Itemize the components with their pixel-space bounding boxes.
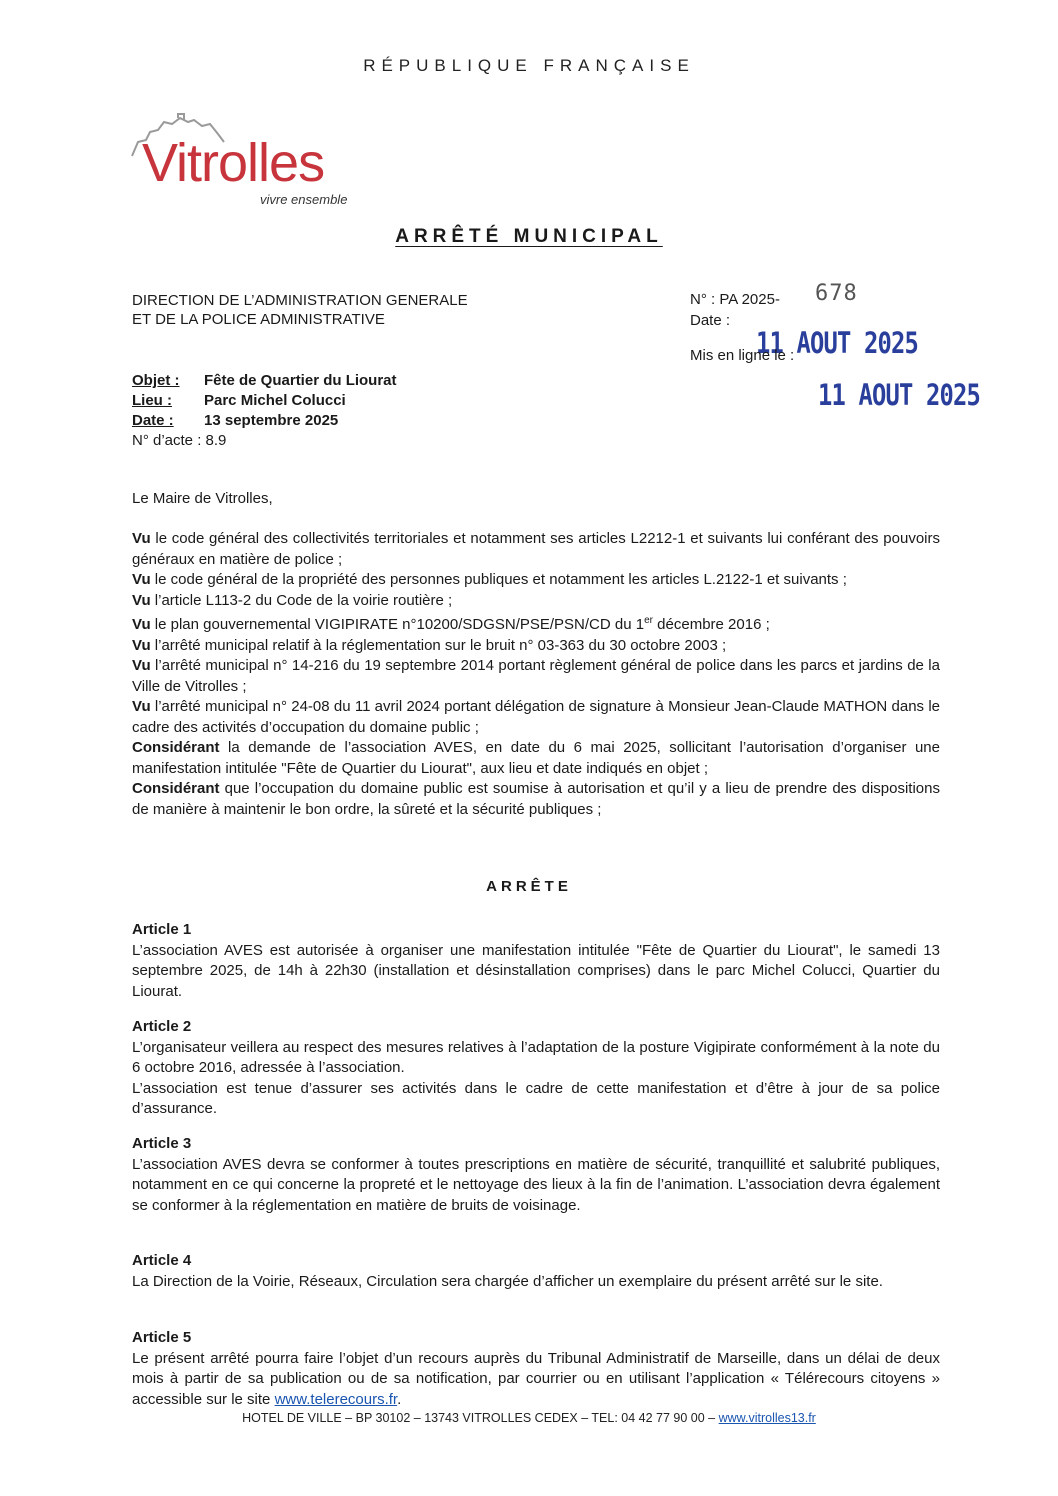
objet-block (132, 371, 397, 451)
vu-text: l’arrêté municipal n° 14-216 du 19 septembre 2014 portant règlement général de police dans les parcs et jardins de la Ville de Vitrolles ; (132, 657, 940, 695)
footer-address: HOTEL DE VILLE – BP 30102 – 13743 VITROLLES CEDEX – TEL: 04 42 77 90 00 – (242, 1411, 719, 1425)
article-text: L’organisateur veillera au respect des mesures relatives à l’adaptation de la posture Vigipirate conformément à la note du 6 octobre 2016, adressée à l’association. (132, 1038, 940, 1076)
mis-en-ligne-label: Mis en ligne le : (690, 347, 795, 364)
vu-key: Vu (132, 616, 151, 633)
date-stamp: 11 AOUT 2025 (756, 326, 918, 360)
article-text: L’association AVES est autorisée à organiser une manifestation intitulée "Fête de Quartier du Liourat", le samedi 13 septembre 2025, de 14h à 22h30 (installation et désinstallation comprises) dans le parc Michel Colucci, Quartier du Liourat. (132, 941, 940, 1000)
article-heading: Article 5 (132, 1329, 192, 1346)
objet-value: Fête de Quartier du Liourat (204, 372, 397, 389)
considerant-text: que l’occupation du domaine public est soumise à autorisation et qu’il y a lieu de prendre des dispositions de manière à maintenir le bon ordre, la sûreté et la sécurité publiques ; (132, 780, 940, 818)
date-value: 13 septembre 2025 (204, 412, 339, 429)
vu-key: Vu (132, 591, 151, 609)
article-2 (132, 1017, 940, 1120)
vu-text: le code général de la propriété des personnes publiques et notamment les articles L.2122-1 et suivants ; (150, 571, 847, 588)
article-4 (132, 1251, 940, 1292)
footer (0, 1411, 1058, 1425)
vu-key: Vu (132, 571, 151, 588)
vu-text: le code général des collectivités territoriales et notamment ses articles L2212-1 et suivants lui conférant des pouvoirs généraux en matière de police ; (132, 530, 940, 568)
vu-text: l’article L113-2 du Code de la voirie routière ; (150, 591, 453, 609)
vu-text: l’arrêté municipal n° 24-08 du 11 avril 2024 portant délégation de signature à Monsieur Jean-Claude MATHON dans le cadre des activités d’occupation du domaine public ; (132, 698, 940, 736)
lieu-key: Lieu : (132, 392, 172, 409)
numero-label: N° : PA 2025- (690, 291, 780, 308)
article-1 (132, 920, 940, 1002)
vu-text: l’arrêté municipal relatif à la réglementation sur le bruit n° 03-363 du 30 octobre 2003 ; (150, 636, 727, 654)
superscript: er (644, 615, 653, 626)
article-heading: Article 1 (132, 921, 192, 938)
logo-tagline: vivre ensemble (260, 192, 348, 207)
vu-key: Vu (132, 657, 151, 674)
maire-line: Le Maire de Vitrolles, (132, 490, 273, 507)
date-key: Date : (132, 412, 174, 429)
footer-website-link[interactable]: www.vitrolles13.fr (718, 1411, 816, 1425)
considerant-key: Considérant (132, 739, 220, 756)
considerant-text: la demande de l’association AVES, en date du 6 mai 2025, sollicitant l’autorisation d’organiser une manifestation intitulée "Fête de Quartier du Liourat", aux lieu et date indiqués en objet ; (132, 739, 940, 777)
vu-key: Vu (132, 530, 151, 547)
vu-key: Vu (132, 698, 151, 715)
handwritten-number: 678 (815, 281, 858, 306)
arrete-heading: ARRÊTE (486, 878, 572, 895)
republique-francaise-heading: RÉPUBLIQUE FRANÇAISE (363, 56, 695, 75)
vu-text: le plan gouvernemental VIGIPIRATE n°10200/SDGSN/PSE/PSN/CD du 1 (150, 616, 645, 633)
considerant-key: Considérant (132, 780, 220, 797)
vu-text: décembre 2016 ; (653, 616, 770, 633)
vitrolles-logo (128, 112, 398, 212)
article-text: La Direction de la Voirie, Réseaux, Circulation sera chargée d’afficher un exemplaire du présent arrêté sur le site. (132, 1272, 883, 1290)
article-text: L’association est tenue d’assurer ses activités dans le cadre de cette manifestation et d’être à jour de sa police d’assurance. (132, 1079, 940, 1117)
article-text: L’association AVES devra se conformer à toutes prescriptions en matière de sécurité, tranquillité et salubrité publiques, notamment en ce qui concerne la propreté et le nettoyage des lieux à la fin de l’animation. L’association devra également se conformer à la réglementation en matière de bruits de voisinage. (132, 1155, 940, 1214)
article-3 (132, 1134, 940, 1216)
visas-block (132, 529, 940, 820)
issuing-direction (132, 291, 468, 329)
article-heading: Article 3 (132, 1135, 192, 1152)
article-heading: Article 4 (132, 1252, 192, 1269)
logo-wordmark: Vitrolles (142, 133, 325, 193)
mis-en-ligne-stamp: 11 AOUT 2025 (818, 378, 980, 412)
reference-block (690, 289, 780, 331)
article-text: Le présent arrêté pourra faire l’objet d’un recours auprès du Tribunal Administratif de Marseille, dans un délai de deux mois à partir de sa publication ou de sa notification, par courrier ou en utilisant l’application « Télérecours citoyens » accessible sur le site (132, 1349, 940, 1408)
article-5 (132, 1328, 940, 1410)
lieu-value: Parc Michel Colucci (204, 392, 346, 409)
date-label: Date : (690, 312, 731, 329)
vu-key: Vu (132, 636, 151, 654)
telerecours-link[interactable]: www.telerecours.fr (274, 1390, 398, 1408)
document-title: ARRÊTÉ MUNICIPAL (395, 226, 663, 247)
article-text-end: . (397, 1390, 402, 1408)
acte-number: N° d’acte : 8.9 (132, 432, 227, 449)
direction-line: ET DE LA POLICE ADMINISTRATIVE (132, 311, 385, 328)
direction-line: DIRECTION DE L’ADMINISTRATION GENERALE (132, 292, 468, 309)
article-heading: Article 2 (132, 1018, 192, 1035)
objet-key: Objet : (132, 372, 180, 389)
